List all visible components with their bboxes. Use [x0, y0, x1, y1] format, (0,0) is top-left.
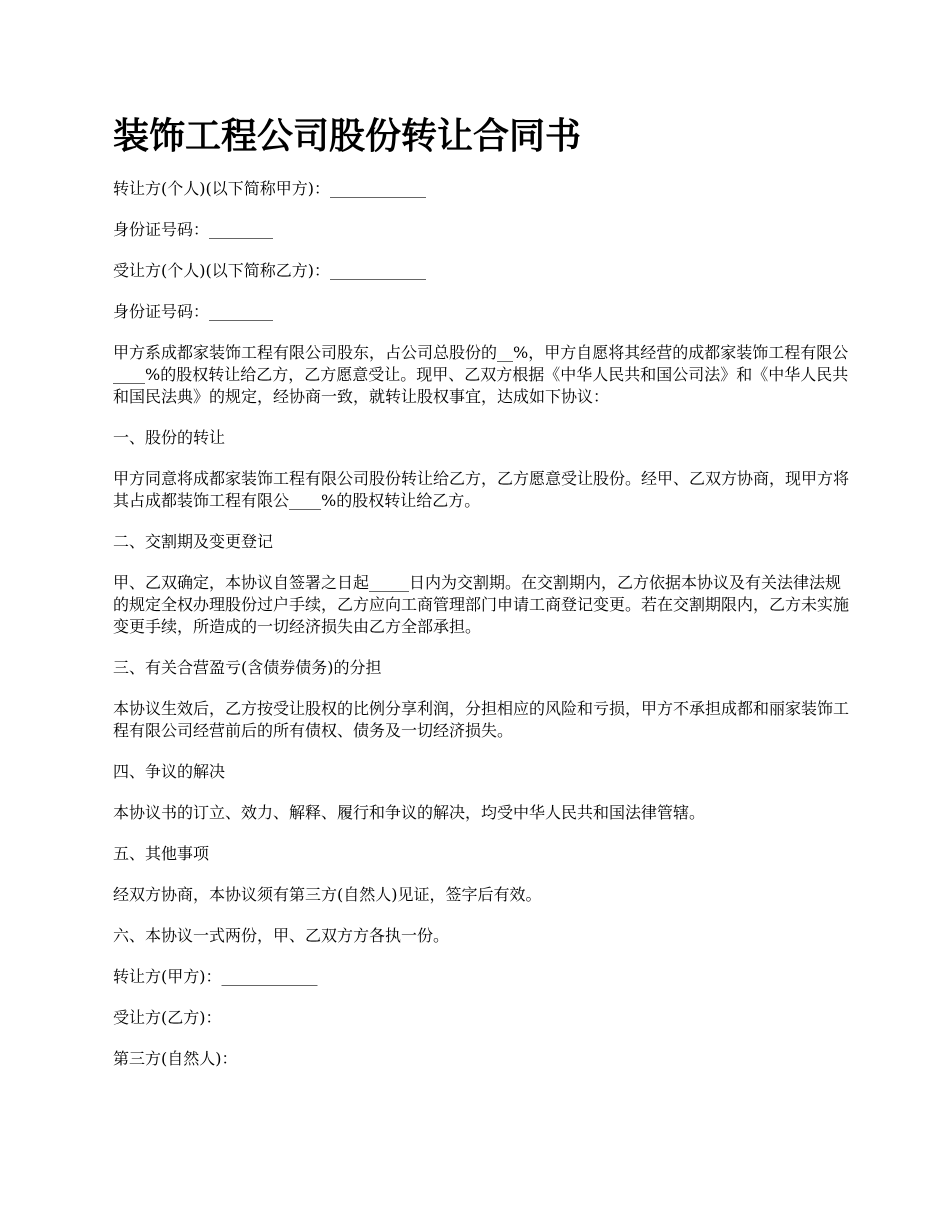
section-heading-2: 二、交割期及变更登记 — [113, 532, 274, 551]
signature-third-party: 第三方(自然人)： — [113, 1049, 238, 1068]
section-body-3: 本协议生效后，乙方按受让股权的比例分享利润，分担相应的风险和亏损，甲方不承担成都和丽家装饰工程有限公司经营前后的所有债权、债务及一切经济损失。 — [113, 699, 850, 740]
section-body-1: 甲方同意将成都家装饰工程有限公司股份转让给乙方，乙方愿意受让股份。经甲、乙双方协商，现甲方将其占成都装饰工程有限公____%的股权转让给乙方。 — [113, 469, 850, 510]
document-page — [113, 112, 853, 1089]
section-body-2: 甲、乙双确定，本协议自签署之日起_____日内为交割期。在交割期内，乙方依据本协议及有关法律法规的规定全权办理股份过户手续，乙方应向工商管理部门申请工商登记变更。若在交割期限内，乙方未实施变更手续，所造成的一切经济损失由乙方全部承担。 — [113, 573, 850, 636]
section-heading-6: 六、本协议一式两份，甲、乙双方方各执一份。 — [113, 926, 450, 945]
preamble-paragraph: 甲方系成都家装饰工程有限公司股东，占公司总股份的__%，甲方自愿将其经营的成都家装饰工程有限公____%的股权转让给乙方，乙方愿意受让。现甲、乙双方根据《中华人民共和国公司法》和《中华人民共和国民法典》的规定，经协商一致，就转让股权事宜，达成如下协议： — [113, 343, 849, 406]
transferor-line: 转让方(个人)(以下简称甲方)：____________ — [113, 179, 426, 198]
transferee-id-line: 身份证号码：________ — [113, 302, 274, 321]
section-body-4: 本协议书的订立、效力、解释、履行和争议的解决，均受中华人民共和国法律管辖。 — [113, 803, 706, 822]
section-heading-1: 一、股份的转让 — [113, 428, 226, 447]
document-title: 装饰工程公司股份转让合同书 — [113, 116, 582, 157]
signature-transferee: 受让方(乙方)： — [113, 1008, 222, 1027]
section-heading-4: 四、争议的解决 — [113, 762, 226, 781]
transferor-id-line: 身份证号码：________ — [113, 220, 274, 239]
transferee-line: 受让方(个人)(以下简称乙方)：____________ — [113, 261, 426, 280]
signature-transferor: 转让方(甲方)：____________ — [113, 967, 318, 986]
section-body-5: 经双方协商，本协议须有第三方(自然人)见证，签字后有效。 — [113, 885, 542, 904]
section-heading-3: 三、有关合营盈亏(含债券债务)的分担 — [113, 658, 382, 677]
section-heading-5: 五、其他事项 — [113, 844, 210, 863]
